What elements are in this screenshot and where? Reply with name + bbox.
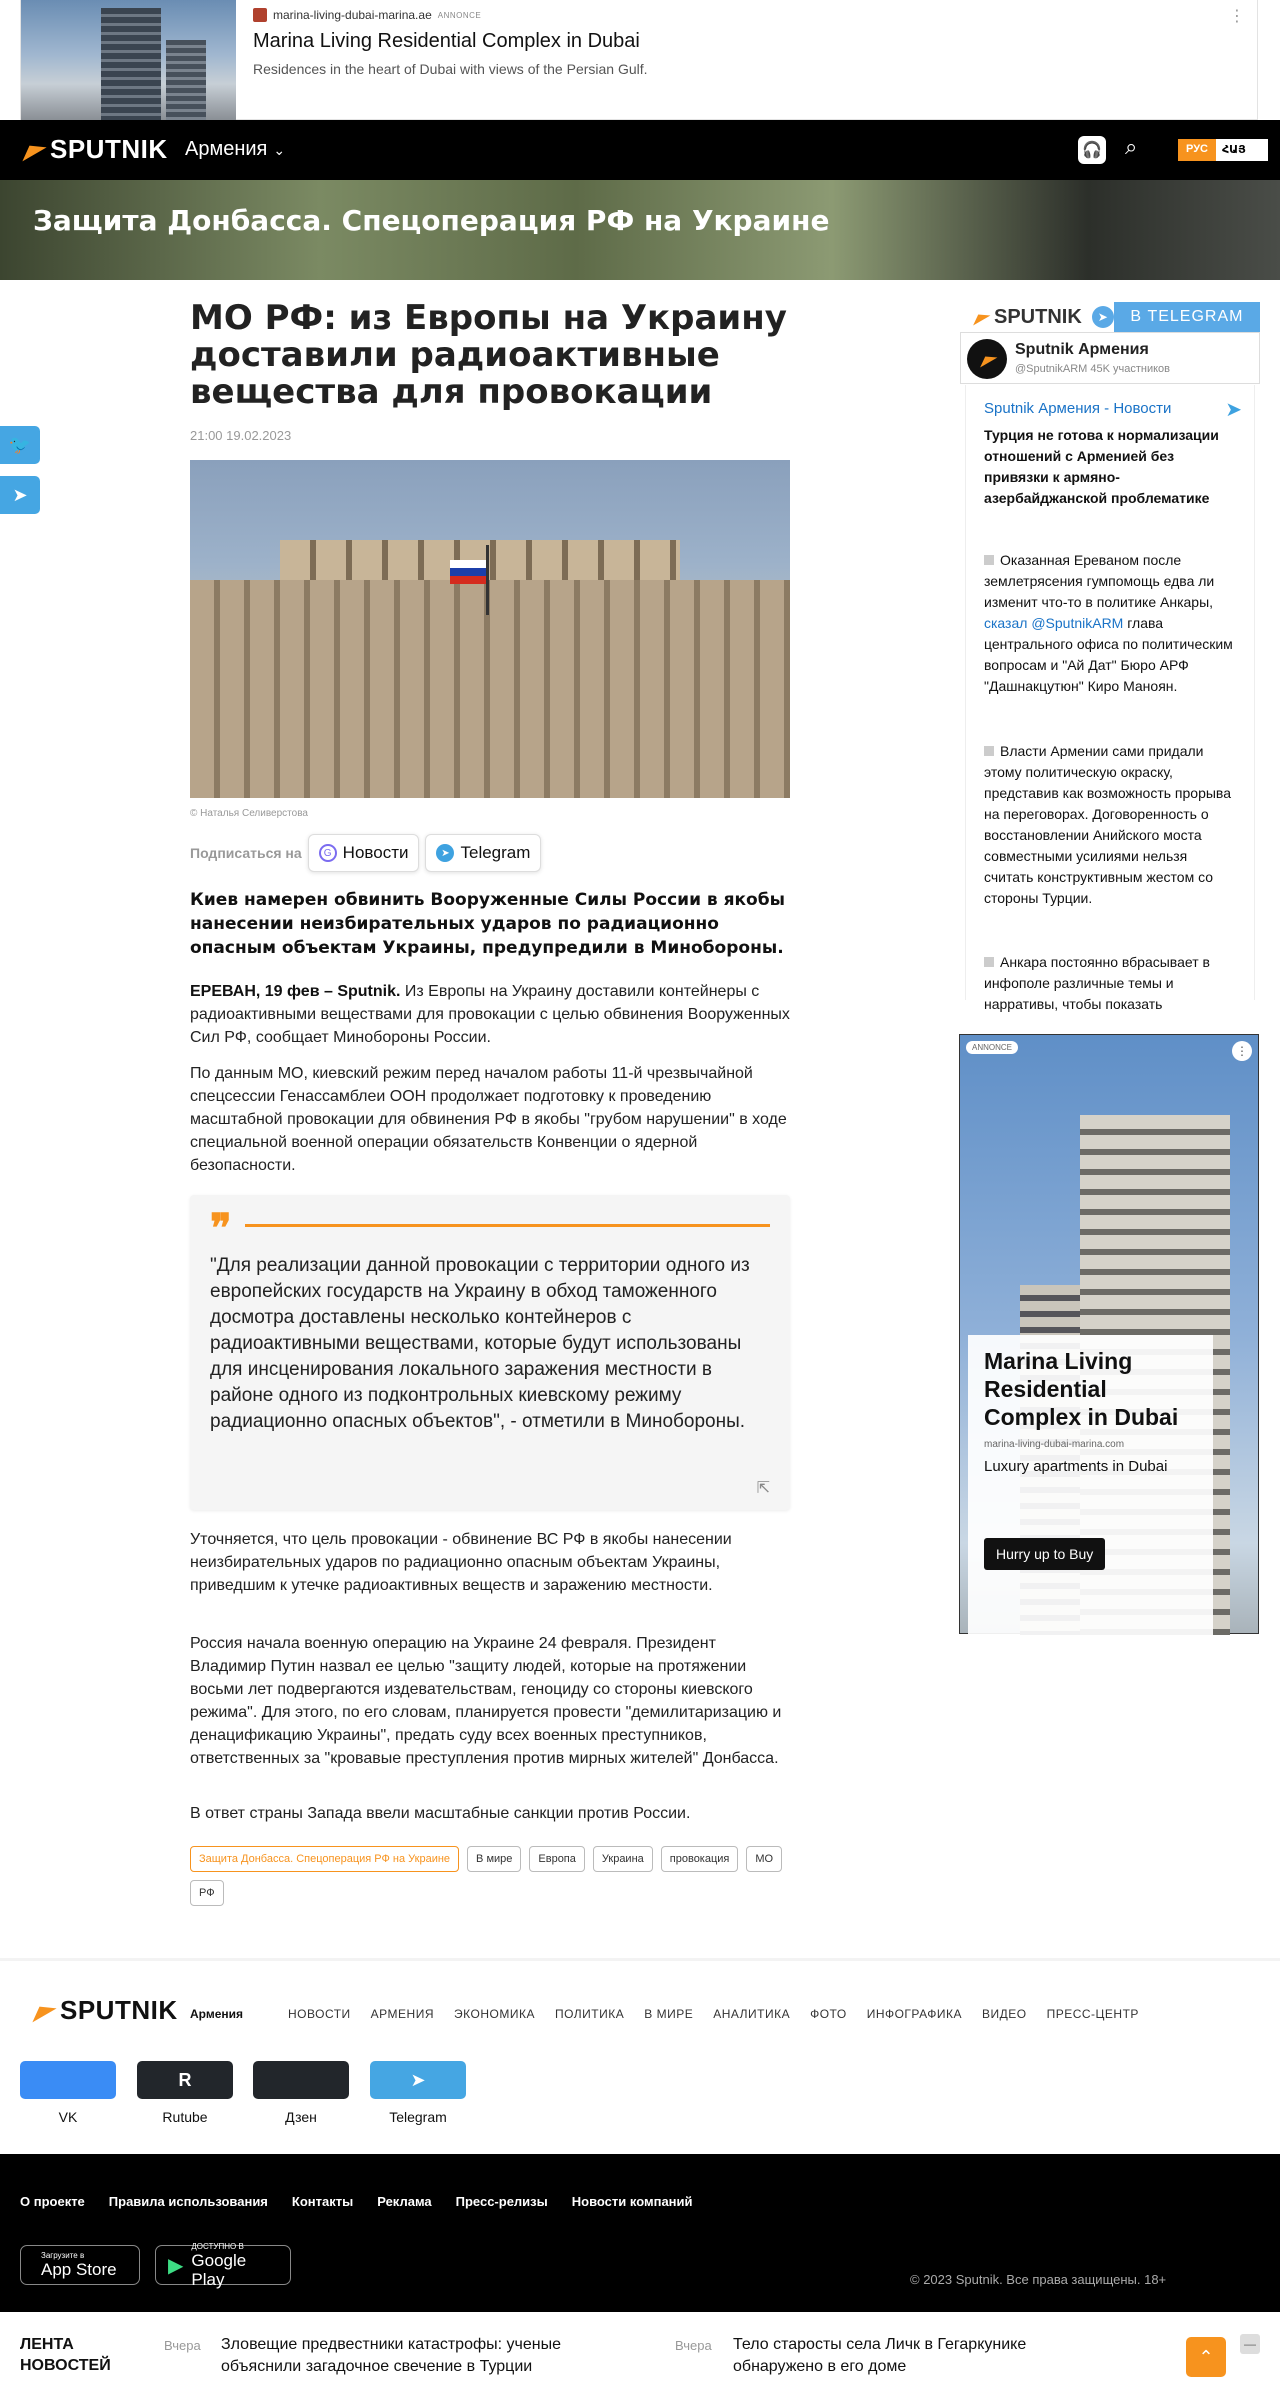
telegram-widget-header[interactable] (960, 302, 1260, 332)
widget-logo-text: SPUTNIK (994, 305, 1082, 328)
footer-link[interactable]: Реклама (377, 2194, 432, 2209)
ticker-close-icon[interactable]: — (1240, 2334, 1260, 2354)
feed-item-text: глава центрального офиса по политическим вопросам и "Ай Дат" Бюро АРФ "Дашнакцутюн" Киро Маноян. (984, 615, 1233, 694)
social-label: VK (58, 2109, 78, 2125)
ad-menu-icon[interactable]: ⋮ (1229, 8, 1245, 25)
bullet-icon (984, 957, 994, 967)
ticker-time: Вчера (164, 2338, 201, 2353)
site-header (0, 120, 1280, 180)
logo-text: SPUTNIK (60, 1995, 178, 2025)
feed-headline: Турция не готова к нормализации отношений с Арменией без привязки к армяно-азербайджанской проблематике (984, 427, 1219, 506)
dzen-button[interactable] (253, 2061, 349, 2099)
telegram-plane-icon: ➤ (1225, 399, 1242, 421)
article-paragraph-4: Россия начала военную операцию на Украине 24 февраля. Президент Владимир Путин назвал ее целью "защиту людей, которые на протяжении восьми лет подвергаются издевательствам, геноциду со стороны киевского режима". Для этого, по его словам, планируется провести "демилитаризацию и денацификацию Украины", предать суду всех военных преступников, ответственных за "кровавые преступления против мирных жителей" Донбасса. (190, 1635, 782, 1767)
tag[interactable]: МО (746, 1846, 782, 1872)
tag[interactable]: В мире (467, 1846, 521, 1872)
ad-description: Luxury apartments in Dubai (984, 1458, 1168, 1475)
subscribe-novosti-button[interactable] (308, 834, 420, 872)
footer-nav (288, 2007, 1139, 2021)
social-label: Rutube (162, 2109, 208, 2125)
quote-divider (245, 1224, 770, 1227)
rutube-button[interactable] (137, 2061, 233, 2099)
tag[interactable]: Европа (529, 1846, 585, 1872)
region-selector[interactable] (185, 138, 285, 161)
logo-text: SPUTNIK (50, 134, 168, 164)
top-ad-banner[interactable] (20, 0, 1258, 120)
article-paragraph-1 (190, 980, 790, 1049)
footer-nav-item[interactable]: АРМЕНИЯ (370, 2007, 435, 2021)
footer-nav-item[interactable]: ВИДЕО (981, 2007, 1027, 2021)
subscribe-bar (190, 834, 541, 872)
telegram-feed[interactable] (965, 385, 1255, 1012)
feed-item-text: Оказанная Ереваном после землетрясения гумпомощь едва ли изменит что-то в политике Анкары, (984, 552, 1215, 610)
news-ticker (0, 2312, 1280, 2397)
ad-title: Marina Living Residential Complex in Dubai (984, 1348, 1179, 1430)
footer-bottom (0, 2154, 1280, 2312)
tag[interactable]: Защита Донбасса. Спецоперация РФ на Украине (190, 1846, 459, 1872)
social-label: Telegram (389, 2109, 447, 2125)
bullet-icon (984, 746, 994, 756)
footer-top (0, 1958, 1280, 2154)
tag[interactable]: РФ (190, 1880, 224, 1906)
ad-description: Residences in the heart of Dubai with views of the Persian Gulf. (253, 61, 648, 77)
sputnik-swoosh-icon (970, 309, 991, 325)
ad-title[interactable]: Marina Living Residential Complex in Dubai (253, 30, 640, 52)
footer-nav-item[interactable]: ПОЛИТИКА (554, 2007, 625, 2021)
footer-nav-item[interactable]: В МИРЕ (644, 2007, 694, 2021)
article-paragraph-3: Уточняется, что цель провокации - обвинение ВС РФ в якобы нанесении неизбирательных ударов по радиационно опасным объектам Украины, приведшим к утечке радиоактивных веществ и заражению местности. (190, 1531, 732, 1594)
ad-badge: ANNONCE (966, 1041, 1018, 1054)
feed-item (984, 952, 1239, 1015)
telegram-label: Telegram (460, 843, 531, 862)
article-title: МО РФ: из Европы на Украину доставили радиоактивные вещества для провокации (190, 298, 787, 412)
article-tags (190, 1846, 790, 1906)
side-ad-banner[interactable] (959, 1034, 1259, 1634)
channel-subscribers: @SputnikARM 45K участников (1015, 363, 1170, 375)
ad-favicon-icon (253, 8, 267, 22)
share-quote-icon[interactable]: ⇱ (756, 1480, 770, 1497)
feed-item-text: Власти Армении сами придали этому политическую окраску, представив как возможность прорыва на переговорах. Договоренность о восстановлении Анийского моста совместными усилиями нельзя считать конструктивным жестом со стороны Турции. (984, 743, 1232, 906)
share-telegram-icon[interactable]: ➤ (0, 476, 40, 514)
rutube-icon: R (178, 2069, 192, 2090)
google-play-icon: ▶ (168, 2254, 184, 2277)
quote-text: "Для реализации данной провокации с территории одного из европейских государств на Украину в обход таможенного досмотра доставлены несколько контейнеров с радиоактивными веществами, которые будут использованы для инсценирования локального заражения местности в районе одного из подконтрольных киевскому режиму радиационно опасных объектов", - отметили в Минобороны. (210, 1255, 750, 1432)
store-big-text: Google Play (191, 2250, 247, 2289)
footer-nav-item[interactable]: ПРЕСС-ЦЕНТР (1046, 2007, 1139, 2021)
store-small-text: ДОСТУПНО В (191, 2241, 244, 2251)
headphones-icon[interactable]: 🎧 (1078, 136, 1106, 164)
feed-link[interactable]: сказал @SputnikARM (984, 615, 1124, 631)
footer-nav-item[interactable]: ИНФОГРАФИКА (866, 2007, 962, 2021)
store-big-text: App Store (41, 2260, 117, 2279)
ticker-label[interactable]: ЛЕНТА НОВОСТЕЙ (20, 2336, 111, 2374)
lang-hy[interactable]: ՀԱՅ (1216, 139, 1268, 161)
footer-nav-item[interactable]: ЭКОНОМИКА (454, 2007, 535, 2021)
ticker-time: Вчера (675, 2338, 712, 2353)
telegram-channel-card[interactable] (960, 332, 1260, 384)
share-twitter-icon[interactable]: 🐦 (0, 426, 40, 464)
vk-button[interactable] (20, 2061, 116, 2099)
footer-link[interactable]: Правила использования (108, 2194, 268, 2209)
chevron-down-icon: ⌄ (273, 142, 286, 158)
language-switch[interactable] (1178, 139, 1268, 161)
footer-links (20, 2194, 693, 2209)
ad-image (21, 0, 236, 120)
footer-nav-item[interactable]: АНАЛИТИКА (713, 2007, 791, 2021)
footer-region: Армения (190, 2007, 244, 2021)
sputnik-swoosh-icon (27, 1999, 56, 2022)
dateline: ЕРЕВАН, 19 фев – Sputnik. (190, 983, 401, 1000)
feed-item (984, 550, 1239, 697)
novosti-label: Новости (342, 843, 409, 862)
telegram-widget-logo (960, 302, 1114, 332)
footer-logo[interactable] (28, 1995, 178, 2026)
app-store-button[interactable] (20, 2245, 140, 2285)
lang-ru[interactable]: РУС (1178, 139, 1216, 161)
section-title[interactable]: Защита Донбасса. Спецоперация РФ на Украине (33, 204, 830, 237)
sputnik-logo[interactable] (18, 134, 168, 165)
tag[interactable]: Украина (593, 1846, 653, 1872)
ad-site (253, 8, 481, 22)
channel-name: Sputnik Армения (1015, 341, 1149, 358)
ticker-item[interactable]: Зловещие предвестники катастрофы: ученые объяснили загадочное свечение в Турции (221, 2336, 561, 2375)
tag[interactable]: провокация (661, 1846, 739, 1872)
footer-link[interactable]: Контакты (291, 2194, 354, 2209)
article-photo (190, 460, 790, 798)
sputnik-swoosh-icon (17, 138, 46, 161)
google-play-button[interactable] (155, 2241, 291, 2289)
article-quote (190, 1195, 790, 1510)
feed-item-text: Анкара постоянно вбрасывает в инфополе различные темы и нарративы, чтобы показать (984, 954, 1210, 1012)
ad-cta-button[interactable]: Hurry up to Buy (984, 1538, 1105, 1570)
footer-link[interactable]: Новости компаний (571, 2194, 693, 2209)
quote-icon: ❞ (210, 1205, 232, 1252)
article-date: 21:00 19.02.2023 (190, 428, 292, 443)
subscribe-telegram-button[interactable] (425, 834, 541, 872)
ad-site: marina-living-dubai-marina.com (984, 1439, 1125, 1450)
telegram-icon: ➤ (436, 844, 454, 862)
photo-credit: © Наталья Селиверстова (190, 808, 308, 819)
footer-nav-item[interactable]: НОВОСТИ (288, 2007, 351, 2021)
feed-channel-name[interactable]: Sputnik Армения - Новости (984, 400, 1172, 417)
ad-menu-icon[interactable]: ⋮ (1232, 1041, 1252, 1061)
region-label: Армения (185, 138, 268, 160)
article-paragraph-5: В ответ страны Запада ввели масштабные санкции против России. (190, 1805, 691, 1822)
telegram-icon: ➤ (410, 2069, 426, 2090)
ticker-item[interactable]: Тело старосты села Личк в Гегаркунике обнаружено в его доме (733, 2336, 1027, 2375)
paragraph-text: Из Европы на Украину доставили контейнеры с радиоактивными веществами для провокации с целью обвинения Вооруженных Сил РФ, сообщает Минобороны России. (190, 983, 790, 1046)
copyright: © 2023 Sputnik. Все права защищены. 18+ (910, 2272, 1167, 2287)
channel-avatar (967, 339, 1007, 379)
ad-tag: ANNONCE (437, 10, 482, 20)
footer-nav-item[interactable]: ФОТО (810, 2007, 847, 2021)
ticker-expand-icon[interactable]: ⌃ (1186, 2337, 1226, 2377)
article-lead: Киев намерен обвинить Вооруженные Силы России в якобы нанесении неизбирательных ударов по радиационно опасным объектам Украины, предупредили в Минобороны. (190, 890, 785, 958)
subscribe-label: Подписаться на (190, 845, 302, 861)
telegram-button[interactable] (370, 2061, 466, 2099)
search-icon[interactable]: ⌕ (1125, 134, 1138, 159)
footer-link[interactable]: Пресс-релизы (455, 2194, 548, 2209)
footer-link[interactable]: О проекте (20, 2194, 85, 2209)
feed-item (984, 741, 1239, 909)
novosti-icon: G (319, 844, 337, 862)
store-small-text: Загрузите в (41, 2251, 85, 2260)
bullet-icon (984, 555, 994, 565)
telegram-widget-label: В TELEGRAM (1114, 302, 1260, 332)
social-label: Дзен (285, 2109, 317, 2125)
ad-site-url: marina-living-dubai-marina.ae (273, 8, 432, 22)
telegram-icon: ➤ (1092, 306, 1114, 328)
article-paragraph-2: По данным МО, киевский режим перед началом работы 11-й чрезвычайной спецсессии Генассамблеи ООН продолжает подготовку к проведению масштабной провокации для обвинения РФ в якобы "грубом нарушении" в ходе специальной военной операции обязательств Конвенции о ядерной безопасности. (190, 1065, 787, 1174)
